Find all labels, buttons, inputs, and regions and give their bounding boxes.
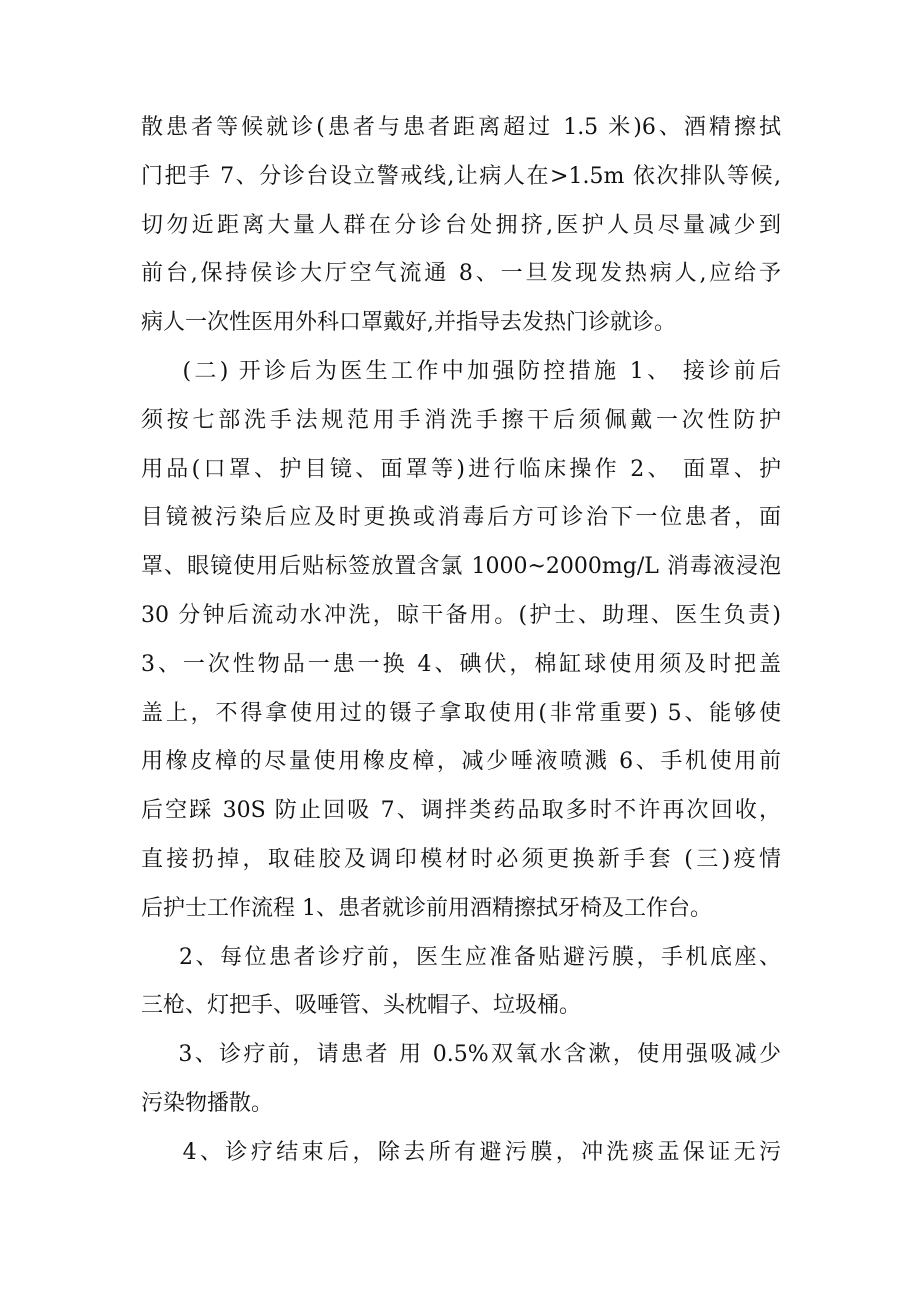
text-line: 4、诊疗结束后，除去所有避污膜，冲洗痰盂保证无污 xyxy=(141,1139,781,1165)
text-line: 盖上，不得拿使用过的镊子拿取使用(非常重要) 5、能够使 xyxy=(141,700,781,726)
text-line: 病人一次性医用外科口罩戴好,并指导去发热门诊就诊。 xyxy=(141,310,676,336)
text-line: 须按七部洗手法规范用手消洗手擦干后须佩戴一次性防护 xyxy=(141,407,781,433)
text-line: (二) 开诊后为医生工作中加强防控措施 1、 接诊前后 xyxy=(141,358,781,384)
text-line: 散患者等候就诊(患者与患者距离超过 1.5 米)6、酒精擦拭 xyxy=(141,115,781,140)
document-body xyxy=(141,104,781,1178)
text-line: 用橡皮樟的尽量使用橡皮樟，减少唾液喷溅 6、手机使用前 xyxy=(141,749,781,775)
text-line: 门把手 7、分诊台设立警戒线,让病人在>1.5m 依次排队等候, xyxy=(141,163,781,189)
text-line: 目镜被污染后应及时更换或消毒后方可诊治下一位患者，面 xyxy=(141,505,781,531)
text-line: 三枪、灯把手、吸唾管、头枕帽子、垃圾桶。 xyxy=(141,993,582,1019)
text-line: 切勿近距离大量人群在分诊台处拥挤,医护人员尽量减少到 xyxy=(141,212,781,238)
text-line: 2、每位患者诊疗前，医生应准备贴避污膜，手机底座、 xyxy=(141,944,781,970)
text-line: 污染物播散。 xyxy=(141,1090,274,1116)
text-line: 后空踩 30S 防止回吸 7、调拌类药品取多时不许再次回收， xyxy=(141,798,781,824)
text-line: 用品(口罩、护目镜、面罩等)进行临床操作 2、 面罩、护 xyxy=(141,456,781,482)
text-line: 30 分钟后流动水冲洗，晾干备用。(护士、助理、医生负责) xyxy=(141,602,781,628)
text-line: 直接扔掉，取硅胶及调印模材时必须更换新手套 (三)疫情 xyxy=(141,846,781,872)
text-line: 3、一次性物品一患一换 4、碘伏，棉缸球使用须及时把盖 xyxy=(141,651,781,677)
text-line: 3、诊疗前，请患者 用 0.5%双氧水含漱，使用强吸减少 xyxy=(141,1042,781,1068)
text-line: 前台,保持侯诊大厅空气流通 8、一旦发现发热病人,应给予 xyxy=(141,261,781,287)
text-line: 后护士工作流程 1、患者就诊前用酒精擦拭牙椅及工作台。 xyxy=(141,895,712,921)
text-line: 罩、眼镜使用后贴标签放置含氯 1000~2000mg/L 消毒液浸泡 xyxy=(141,554,781,580)
